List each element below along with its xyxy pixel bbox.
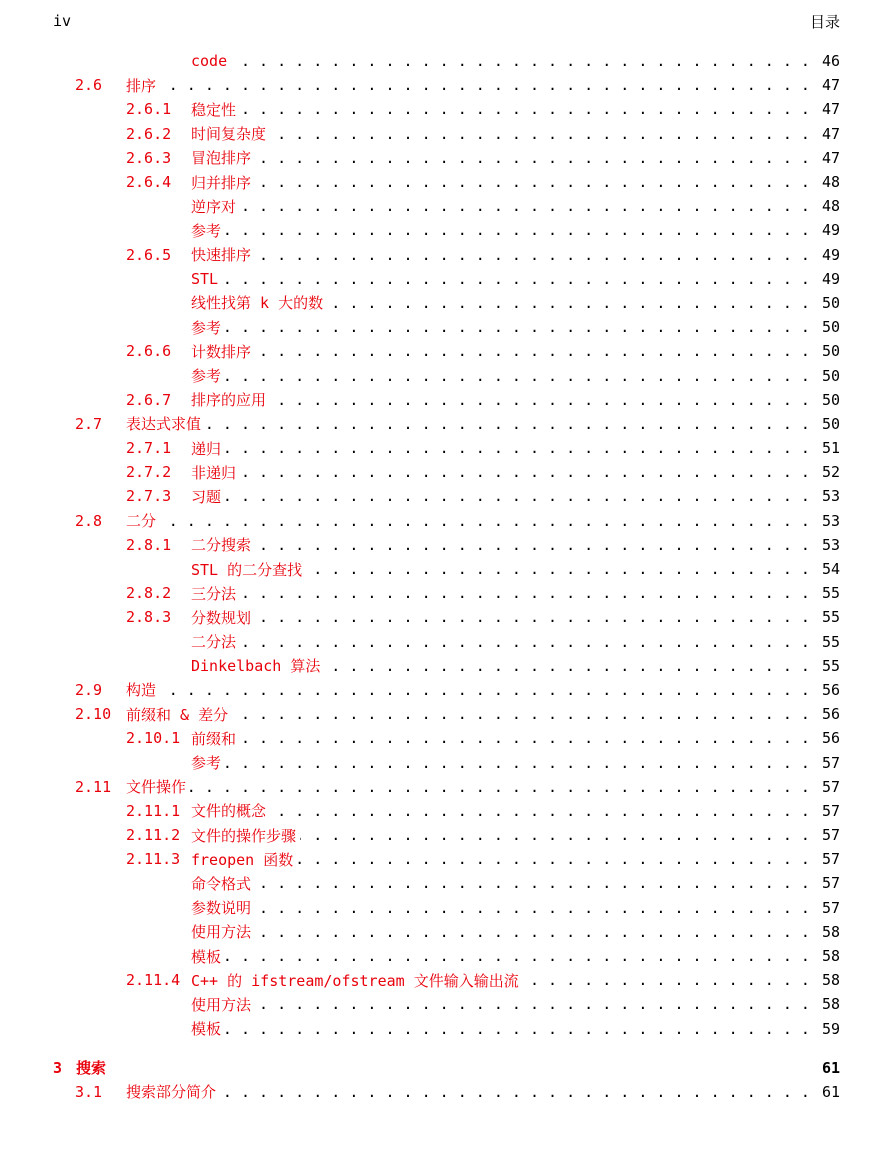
toc-entry[interactable] bbox=[53, 992, 840, 1016]
toc-entry-number[interactable]: 3 bbox=[53, 1058, 63, 1077]
toc-entry-title[interactable]: 参考 bbox=[191, 367, 222, 386]
dot-leader bbox=[324, 657, 810, 675]
toc-entry-title[interactable]: 文件的操作步骤 bbox=[191, 826, 297, 845]
dot-leader bbox=[523, 971, 810, 989]
toc-chapter-entry[interactable] bbox=[53, 1056, 840, 1080]
toc-entry[interactable] bbox=[53, 218, 840, 242]
toc-entry[interactable] bbox=[53, 871, 840, 895]
toc-entry-number[interactable]: 2.6.6 bbox=[126, 342, 172, 361]
toc-entry-title[interactable]: 逆序对 bbox=[191, 197, 237, 216]
dot-leader bbox=[240, 584, 810, 602]
toc-entry-number[interactable]: 2.7.1 bbox=[126, 439, 172, 458]
toc-entry-title[interactable]: code bbox=[191, 52, 228, 71]
toc-entry-title[interactable]: 三分法 bbox=[191, 584, 237, 603]
toc-entry-title[interactable]: 分数规划 bbox=[191, 608, 252, 627]
toc-entry-number[interactable]: 2.6.7 bbox=[126, 390, 172, 409]
toc-entry-page-number[interactable]: 57 bbox=[821, 850, 840, 869]
toc-entry[interactable] bbox=[53, 315, 840, 339]
toc-entry-page-number[interactable]: 58 bbox=[821, 971, 840, 990]
dot-leader bbox=[240, 729, 810, 747]
toc-entry-title[interactable]: 参考 bbox=[191, 754, 222, 773]
toc-entry-title[interactable]: 命令格式 bbox=[191, 874, 252, 893]
toc-entry-page-number[interactable]: 59 bbox=[821, 1019, 840, 1038]
toc-entry-title[interactable]: 模板 bbox=[191, 947, 222, 966]
dot-leader bbox=[205, 415, 810, 433]
table-of-contents bbox=[53, 49, 840, 1104]
toc-entry[interactable] bbox=[53, 49, 840, 73]
dot-leader bbox=[225, 487, 810, 505]
toc-entry-page-number[interactable]: 51 bbox=[821, 439, 840, 458]
toc-entry[interactable] bbox=[53, 73, 840, 97]
dot-leader bbox=[160, 512, 810, 530]
toc-entry[interactable] bbox=[53, 944, 840, 968]
dot-leader bbox=[255, 173, 810, 191]
toc-entry-title[interactable]: 非递归 bbox=[191, 463, 237, 482]
toc-entry[interactable] bbox=[53, 1080, 840, 1104]
toc-entry-number[interactable]: 2.6.4 bbox=[126, 173, 172, 192]
toc-entry-title[interactable]: 参考 bbox=[191, 318, 222, 337]
dot-leader bbox=[270, 391, 810, 409]
toc-entry[interactable] bbox=[53, 726, 840, 750]
toc-entry-title[interactable]: 前缀和 bbox=[191, 729, 237, 748]
toc-entry-title[interactable]: freopen 函数 bbox=[191, 850, 294, 869]
dot-leader bbox=[225, 947, 810, 965]
toc-entry[interactable] bbox=[53, 436, 840, 460]
dot-leader bbox=[255, 608, 810, 626]
toc-entry-title[interactable]: 二分法 bbox=[191, 633, 237, 652]
dot-leader bbox=[160, 681, 810, 699]
toc-entry[interactable] bbox=[53, 630, 840, 654]
toc-entry-number[interactable]: 2.7.2 bbox=[126, 463, 172, 482]
toc-entry-number[interactable]: 2.6.2 bbox=[126, 124, 172, 143]
dot-leader bbox=[225, 221, 810, 239]
toc-entry[interactable] bbox=[53, 267, 840, 291]
toc-entry-page-number[interactable]: 52 bbox=[821, 463, 840, 482]
dot-leader bbox=[270, 802, 810, 820]
dot-leader bbox=[327, 294, 810, 312]
toc-entry-page-number[interactable]: 57 bbox=[821, 826, 840, 845]
toc-entry[interactable] bbox=[53, 97, 840, 121]
toc-entry[interactable] bbox=[53, 509, 840, 533]
toc-entry[interactable] bbox=[53, 750, 840, 774]
toc-entry-number[interactable]: 2.8 bbox=[75, 511, 103, 530]
toc-entry-page-number[interactable]: 58 bbox=[821, 947, 840, 966]
dot-leader bbox=[225, 367, 810, 385]
toc-entry-title[interactable]: 二分搜索 bbox=[191, 536, 252, 555]
toc-entry-page-number[interactable]: 50 bbox=[821, 390, 840, 409]
toc-entry-title[interactable]: 二分 bbox=[126, 512, 157, 531]
toc-entry-title[interactable]: 快速排序 bbox=[191, 246, 252, 265]
toc-entry-page-number[interactable]: 46 bbox=[821, 52, 840, 71]
dot-leader bbox=[231, 52, 810, 70]
toc-entry-title[interactable]: 搜索 bbox=[76, 1059, 107, 1078]
toc-entry[interactable] bbox=[53, 1017, 840, 1041]
toc-entry-page-number[interactable]: 50 bbox=[821, 366, 840, 385]
toc-entry[interactable] bbox=[53, 920, 840, 944]
toc-entry-page-number[interactable]: 53 bbox=[821, 487, 840, 506]
toc-entry[interactable] bbox=[53, 339, 840, 363]
toc-entry-page-number[interactable]: 53 bbox=[821, 535, 840, 554]
toc-entry-title[interactable]: 排序的应用 bbox=[191, 391, 267, 410]
toc-entry-title[interactable]: 模板 bbox=[191, 1020, 222, 1039]
toc-entry-number[interactable]: 2.9 bbox=[75, 680, 103, 699]
toc-entry[interactable] bbox=[53, 799, 840, 823]
toc-entry-page-number[interactable]: 56 bbox=[821, 729, 840, 748]
toc-entry-page-number[interactable]: 49 bbox=[821, 269, 840, 288]
toc-entry[interactable] bbox=[53, 243, 840, 267]
dot-leader bbox=[240, 463, 810, 481]
toc-entry-title[interactable]: 递归 bbox=[191, 439, 222, 458]
toc-entry-number[interactable]: 2.7.3 bbox=[126, 487, 172, 506]
toc-entry[interactable] bbox=[53, 122, 840, 146]
toc-entry-page-number[interactable]: 47 bbox=[821, 124, 840, 143]
toc-entry-number[interactable]: 2.11.4 bbox=[126, 971, 181, 990]
toc-entry-page-number[interactable]: 53 bbox=[821, 511, 840, 530]
toc-entry-title[interactable]: STL 的二分查找 bbox=[191, 560, 303, 579]
toc-entry-number[interactable]: 2.6.1 bbox=[126, 100, 172, 119]
toc-entry-number[interactable]: 2.8.1 bbox=[126, 535, 172, 554]
dot-leader bbox=[255, 342, 810, 360]
dot-leader bbox=[225, 439, 810, 457]
dot-leader bbox=[255, 923, 810, 941]
toc-entry-page-number[interactable]: 47 bbox=[821, 76, 840, 95]
toc-entry[interactable] bbox=[53, 968, 840, 992]
toc-entry-title[interactable]: C++ 的 ifstream/ofstream 文件输入输出流 bbox=[191, 971, 519, 990]
dot-leader bbox=[240, 100, 810, 118]
toc-entry-page-number[interactable]: 58 bbox=[821, 922, 840, 941]
toc-entry-page-number[interactable]: 48 bbox=[821, 197, 840, 216]
toc-entry-page-number[interactable]: 55 bbox=[821, 608, 840, 627]
toc-entry-title[interactable]: 文件的概念 bbox=[191, 802, 267, 821]
toc-entry-title[interactable]: 计数排序 bbox=[191, 342, 252, 361]
toc-entry-title[interactable]: 构造 bbox=[126, 681, 157, 700]
dot-leader bbox=[222, 270, 810, 288]
header-section-title: 目录 bbox=[809, 12, 840, 31]
toc-entry[interactable] bbox=[53, 388, 840, 412]
toc-entry-title[interactable]: 冒泡排序 bbox=[191, 149, 252, 168]
toc-entry-title[interactable]: 表达式求值 bbox=[126, 415, 202, 434]
toc-entry[interactable] bbox=[53, 847, 840, 871]
toc-entry-page-number[interactable]: 47 bbox=[821, 100, 840, 119]
toc-entry-page-number[interactable]: 55 bbox=[821, 656, 840, 675]
toc-entry-number[interactable]: 2.11.2 bbox=[126, 826, 181, 845]
toc-entry-title[interactable]: 参数说明 bbox=[191, 899, 252, 918]
dot-leader bbox=[255, 246, 810, 264]
toc-entry[interactable] bbox=[53, 146, 840, 170]
toc-entry-page-number[interactable]: 57 bbox=[821, 753, 840, 772]
toc-entry-title[interactable]: 文件操作 bbox=[126, 778, 187, 797]
toc-entry-number[interactable]: 2.11 bbox=[75, 777, 112, 796]
toc-entry[interactable] bbox=[53, 557, 840, 581]
toc-entry-page-number[interactable]: 50 bbox=[821, 318, 840, 337]
toc-entry-title[interactable]: 使用方法 bbox=[191, 995, 252, 1014]
toc-entry-page-number[interactable]: 61 bbox=[821, 1058, 840, 1077]
toc-entry-title[interactable]: 时间复杂度 bbox=[191, 125, 267, 144]
toc-entry-number[interactable]: 2.8.2 bbox=[126, 584, 172, 603]
dot-leader bbox=[232, 705, 810, 723]
toc-entry-page-number[interactable]: 50 bbox=[821, 414, 840, 433]
toc-entry[interactable] bbox=[53, 823, 840, 847]
dot-leader bbox=[255, 899, 810, 917]
dot-leader bbox=[160, 76, 810, 94]
toc-entry-title[interactable]: 习题 bbox=[191, 487, 222, 506]
toc-entry[interactable] bbox=[53, 291, 840, 315]
dot-leader bbox=[255, 874, 810, 892]
toc-entry[interactable] bbox=[53, 484, 840, 508]
toc-entry[interactable] bbox=[53, 460, 840, 484]
toc-entry-number[interactable]: 2.6.5 bbox=[126, 245, 172, 264]
toc-entry[interactable] bbox=[53, 412, 840, 436]
toc-entry[interactable] bbox=[53, 581, 840, 605]
dot-leader bbox=[240, 633, 810, 651]
toc-entry-title[interactable]: 归并排序 bbox=[191, 173, 252, 192]
toc-entry-title[interactable]: 线性找第 k 大的数 bbox=[191, 294, 324, 313]
toc-entry[interactable] bbox=[53, 702, 840, 726]
toc-entry-page-number[interactable]: 50 bbox=[821, 293, 840, 312]
toc-entry-page-number[interactable]: 50 bbox=[821, 342, 840, 361]
toc-entry-page-number[interactable]: 49 bbox=[821, 221, 840, 240]
toc-entry-page-number[interactable]: 57 bbox=[821, 801, 840, 820]
toc-entry-page-number[interactable]: 57 bbox=[821, 874, 840, 893]
dot-leader bbox=[225, 318, 810, 336]
toc-entry-number[interactable]: 2.6 bbox=[75, 76, 103, 95]
toc-entry-page-number[interactable]: 57 bbox=[821, 777, 840, 796]
dot-leader bbox=[190, 778, 810, 796]
header-page-number: iv bbox=[53, 12, 72, 30]
toc-entry[interactable] bbox=[53, 170, 840, 194]
toc-entry-page-number[interactable]: 56 bbox=[821, 680, 840, 699]
dot-leader bbox=[270, 125, 810, 143]
toc-entry[interactable] bbox=[53, 194, 840, 218]
toc-entry[interactable] bbox=[53, 678, 840, 702]
dot-leader bbox=[225, 754, 810, 772]
toc-entry-title[interactable]: 前缀和 & 差分 bbox=[126, 705, 229, 724]
dot-leader bbox=[240, 197, 810, 215]
toc-entry-number[interactable]: 2.10 bbox=[75, 705, 112, 724]
toc-entry-page-number[interactable]: 61 bbox=[821, 1082, 840, 1101]
toc-entry-title[interactable]: 参考 bbox=[191, 221, 222, 240]
toc-entry-number[interactable]: 2.10.1 bbox=[126, 729, 181, 748]
toc-entry-title[interactable]: Dinkelbach 算法 bbox=[191, 657, 321, 676]
running-header bbox=[53, 10, 840, 32]
toc-entry-page-number[interactable]: 55 bbox=[821, 584, 840, 603]
dot-leader bbox=[306, 560, 810, 578]
toc-entry-page-number[interactable]: 47 bbox=[821, 148, 840, 167]
toc-entry-title[interactable]: 稳定性 bbox=[191, 100, 237, 119]
toc-entry-title[interactable]: 排序 bbox=[126, 76, 157, 95]
toc-entry[interactable] bbox=[53, 605, 840, 629]
dot-leader bbox=[255, 149, 810, 167]
toc-entry-title[interactable]: 使用方法 bbox=[191, 923, 252, 942]
toc-entry-number[interactable]: 2.6.3 bbox=[126, 148, 172, 167]
toc-entry-page-number[interactable]: 58 bbox=[821, 995, 840, 1014]
toc-entry-page-number[interactable]: 57 bbox=[821, 898, 840, 917]
toc-entry-number[interactable]: 2.8.3 bbox=[126, 608, 172, 627]
dot-leader bbox=[225, 1020, 810, 1038]
dot-leader bbox=[297, 850, 810, 868]
dot-leader bbox=[255, 536, 810, 554]
dot-leader bbox=[255, 995, 810, 1013]
toc-entry-page-number[interactable]: 55 bbox=[821, 632, 840, 651]
toc-entry[interactable] bbox=[53, 533, 840, 557]
toc-entry-page-number[interactable]: 56 bbox=[821, 705, 840, 724]
toc-entry[interactable] bbox=[53, 363, 840, 387]
toc-entry-title[interactable]: 搜索部分简介 bbox=[126, 1083, 217, 1102]
toc-entry-page-number[interactable]: 48 bbox=[821, 173, 840, 192]
toc-entry-title[interactable]: STL bbox=[191, 269, 219, 288]
toc-entry-page-number[interactable]: 49 bbox=[821, 245, 840, 264]
toc-entry-number[interactable]: 2.11.1 bbox=[126, 801, 181, 820]
toc-entry-page-number[interactable]: 54 bbox=[821, 560, 840, 579]
toc-entry-number[interactable]: 2.7 bbox=[75, 414, 103, 433]
toc-entry[interactable] bbox=[53, 654, 840, 678]
dot-leader bbox=[300, 826, 810, 844]
toc-entry[interactable] bbox=[53, 775, 840, 799]
toc-entry-number[interactable]: 3.1 bbox=[75, 1082, 103, 1101]
toc-entry-number[interactable]: 2.11.3 bbox=[126, 850, 181, 869]
toc-entry[interactable] bbox=[53, 896, 840, 920]
dot-leader bbox=[220, 1083, 810, 1101]
